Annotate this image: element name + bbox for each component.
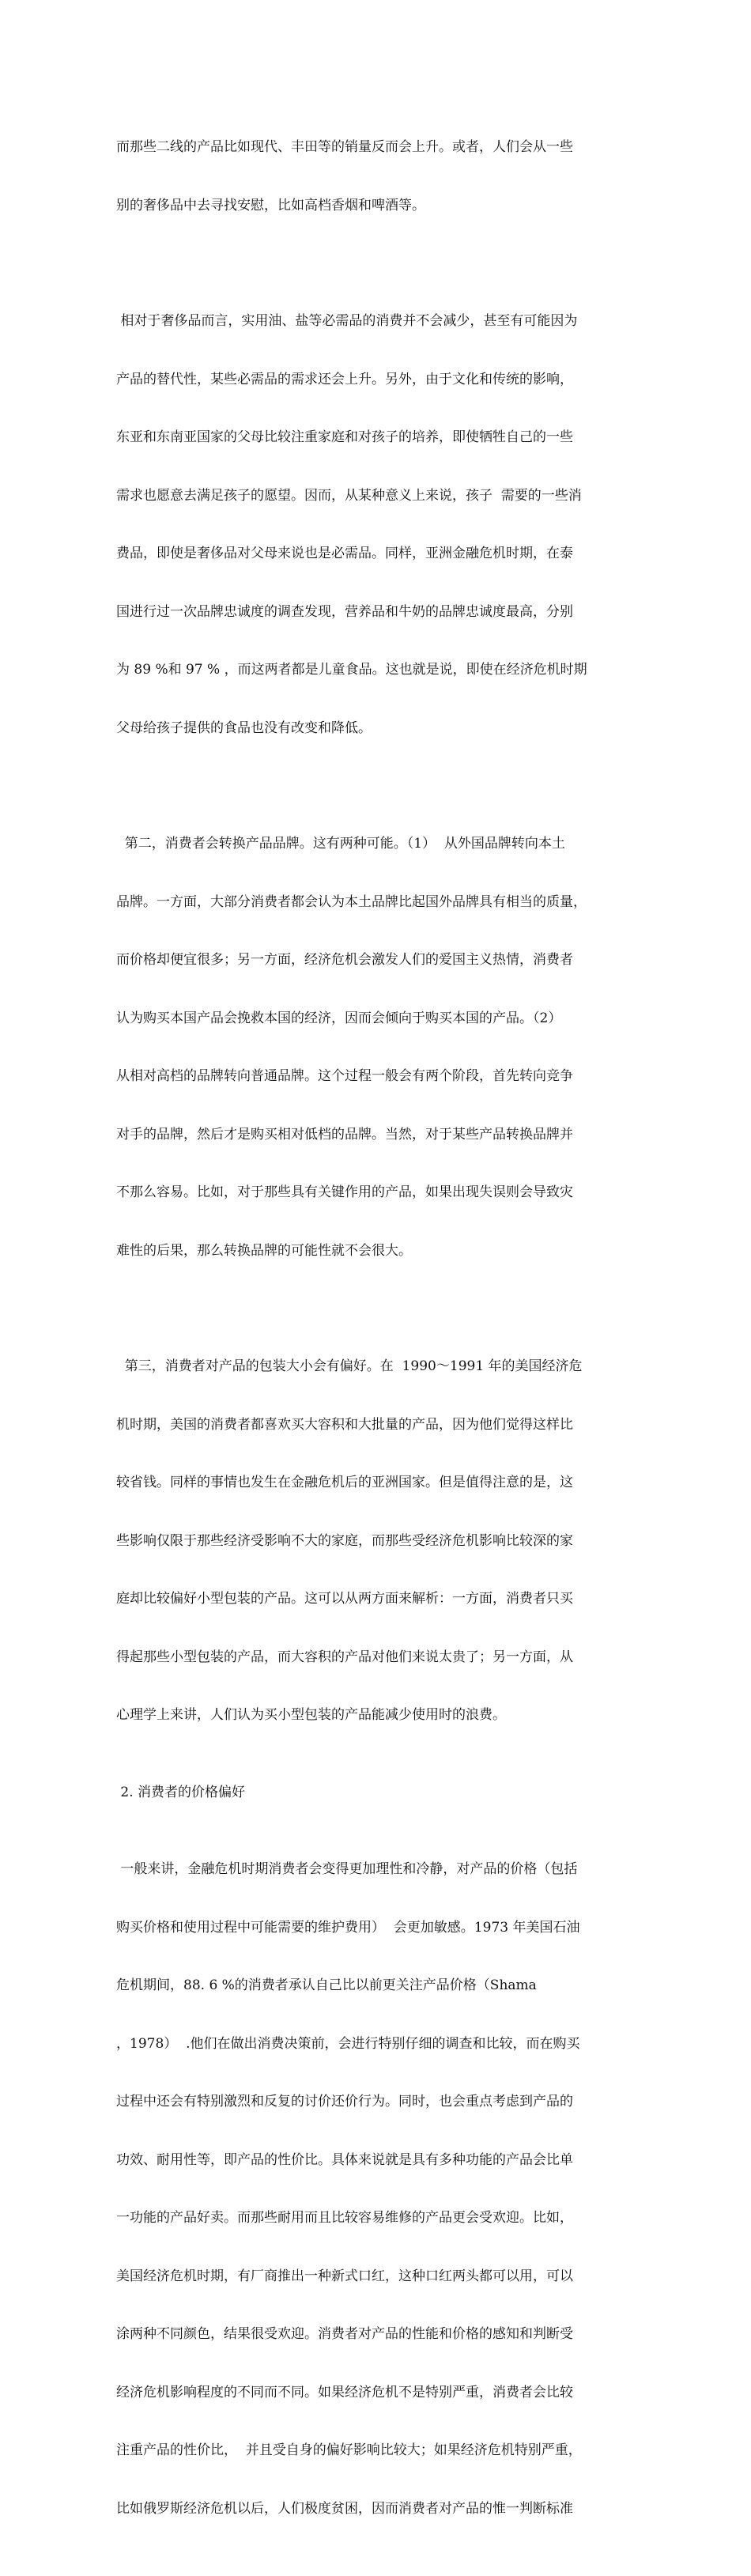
text-line: 购买价格和使用过程中可能需要的维护费用） 会更加敏感。1973 年美国石油 xyxy=(116,1919,580,1936)
text-line: 美国经济危机时期，有厂商推出一种新式口红，这种口红两头都可以用，可以 xyxy=(116,2268,573,2284)
text-line: 而价格却便宜很多；另一方面，经济危机会激发人们的爱国主义热情，消费者 xyxy=(116,952,573,968)
text-line: 较省钱。同样的事情也发生在金融危机后的亚洲国家。但是值得注意的是，这 xyxy=(116,1475,573,1490)
text-line: 一功能的产品好卖。而那些耐用而且比较容易维修的产品更会受欢迎。比如， xyxy=(116,2210,573,2226)
text-line: 认为购买本国产品会挽救本国的经济，因而会倾向于购买本国的产品。（2） xyxy=(116,1010,562,1026)
text-line: 不那么容易。比如，对于那些具有关键作用的产品，如果出现失误则会导致灾 xyxy=(116,1184,573,1200)
text-line: 别的奢侈品中去寻找安慰，比如高档香烟和啤酒等。 xyxy=(116,197,425,213)
text-line: 需求也愿意去满足孩子的愿望。因而，从某种意义上来说，孩子 需要的一些消 xyxy=(116,487,582,504)
text-line: 对手的品牌，然后才是购买相对低档的品牌。当然，对于某些产品转换品牌并 xyxy=(116,1126,573,1143)
text-line: 注重产品的性价比， 并且受自身的偏好影响比较大；如果经济危机特别严重， xyxy=(116,2442,582,2458)
text-line: 功效、耐用性等，即产品的性价比。具体来说就是具有多种功能的产品会比单 xyxy=(116,2151,573,2168)
text-line: 费品，即使是奢侈品对父母来说也是必需品。同样，亚洲金融危机时期，在泰 xyxy=(116,546,573,561)
text-line: 庭却比较偏好小型包装的产品。这可以从两方面来解析：一方面，消费者只买 xyxy=(116,1591,573,1607)
text-line: 危机期间，88. 6 %的消费者承认自己比以前更关注产品价格（Shama xyxy=(116,1977,537,1993)
paragraph-package-size xyxy=(116,1318,646,1764)
text-line: 经济危机影响程度的不同而不同。如果经济危机不是特别严重，消费者会比较 xyxy=(116,2384,573,2400)
text-line: 难性的后果，那么转换品牌的可能性就不会很大。 xyxy=(116,1242,412,1259)
text-line: 产品的替代性，某些必需品的需求还会上升。另外，由于文化和传统的影响， xyxy=(116,371,573,387)
text-line: 得起那些小型包装的产品，而大容积的产品对他们来说太贵了；另一方面，从 xyxy=(116,1649,573,1665)
text-line: 第二，消费者会转换产品品牌。这有两种可能。（1） 从外国品牌转向本土 xyxy=(116,836,565,852)
text-line: 心理学上来讲，人们认为买小型包装的产品能减少使用时的浪费。 xyxy=(116,1707,506,1723)
text-line: 涂两种不同颜色，结果很受欢迎。消费者对产品的性能和价格的感知和判断受 xyxy=(116,2326,573,2342)
document-page xyxy=(116,99,646,2576)
text-line: 为 89 %和 97 % ，而这两者都是儿童食品。这也就是说，即使在经济危机时期 xyxy=(116,662,587,678)
text-line: 比如俄罗斯经济危机以后，人们极度贫困，因而消费者对产品的惟一判断标准 xyxy=(116,2500,573,2517)
paragraph-brand-switching xyxy=(116,795,646,1299)
text-line: 过程中还会有特别激烈和反复的讨价还价行为。同时，也会重点考虑到产品的 xyxy=(116,2094,573,2110)
paragraph-necessities xyxy=(116,273,646,776)
text-line: 机时期，美国的消费者都喜欢买大容积和大批量的产品，因为他们觉得这样比 xyxy=(116,1416,573,1433)
text-line: 而那些二线的产品比如现代、丰田等的销量反而会上升。或者，人们会从一些 xyxy=(116,139,573,155)
text-line: 东亚和东南亚国家的父母比较注重家庭和对孩子的培养，即使牺牲自己的一些 xyxy=(116,429,573,445)
text-line: ，1978） .他们在做出消费决策前，会进行特别仔细的调查和比较，而在购买 xyxy=(116,2035,580,2052)
text-line: 些影响仅限于那些经济受影响不大的家庭，而那些受经济危机影响比较深的家 xyxy=(116,1532,573,1549)
text-line: 国进行过一次品牌忠诚度的调查发现，营养品和牛奶的品牌忠诚度最高，分别 xyxy=(116,603,573,620)
section-heading: 2. 消费者的价格偏好 xyxy=(116,1784,246,1800)
text-line: 第三，消费者对产品的包装大小会有偏好。在 1990～1991 年的美国经济危 xyxy=(116,1358,583,1374)
text-line: 品牌。一方面，大部分消费者都会认为本土品牌比起国外品牌具有相当的质量， xyxy=(116,893,587,910)
text-line: 一般来讲，金融危机时期消费者会变得更加理性和冷静，对产品的价格（包括 xyxy=(116,1861,578,1877)
paragraph-luxury-substitutes xyxy=(116,99,646,254)
text-line: 父母给孩子提供的食品也没有改变和降低。 xyxy=(116,720,372,736)
paragraph-price-preference xyxy=(116,1821,646,2557)
text-line: 从相对高档的品牌转向普通品牌。这个过程一般会有两个阶段，首先转向竞争 xyxy=(116,1068,573,1084)
text-line: 相对于奢侈品而言，实用油、盐等必需品的消费并不会减少，甚至有可能因为 xyxy=(116,313,578,329)
